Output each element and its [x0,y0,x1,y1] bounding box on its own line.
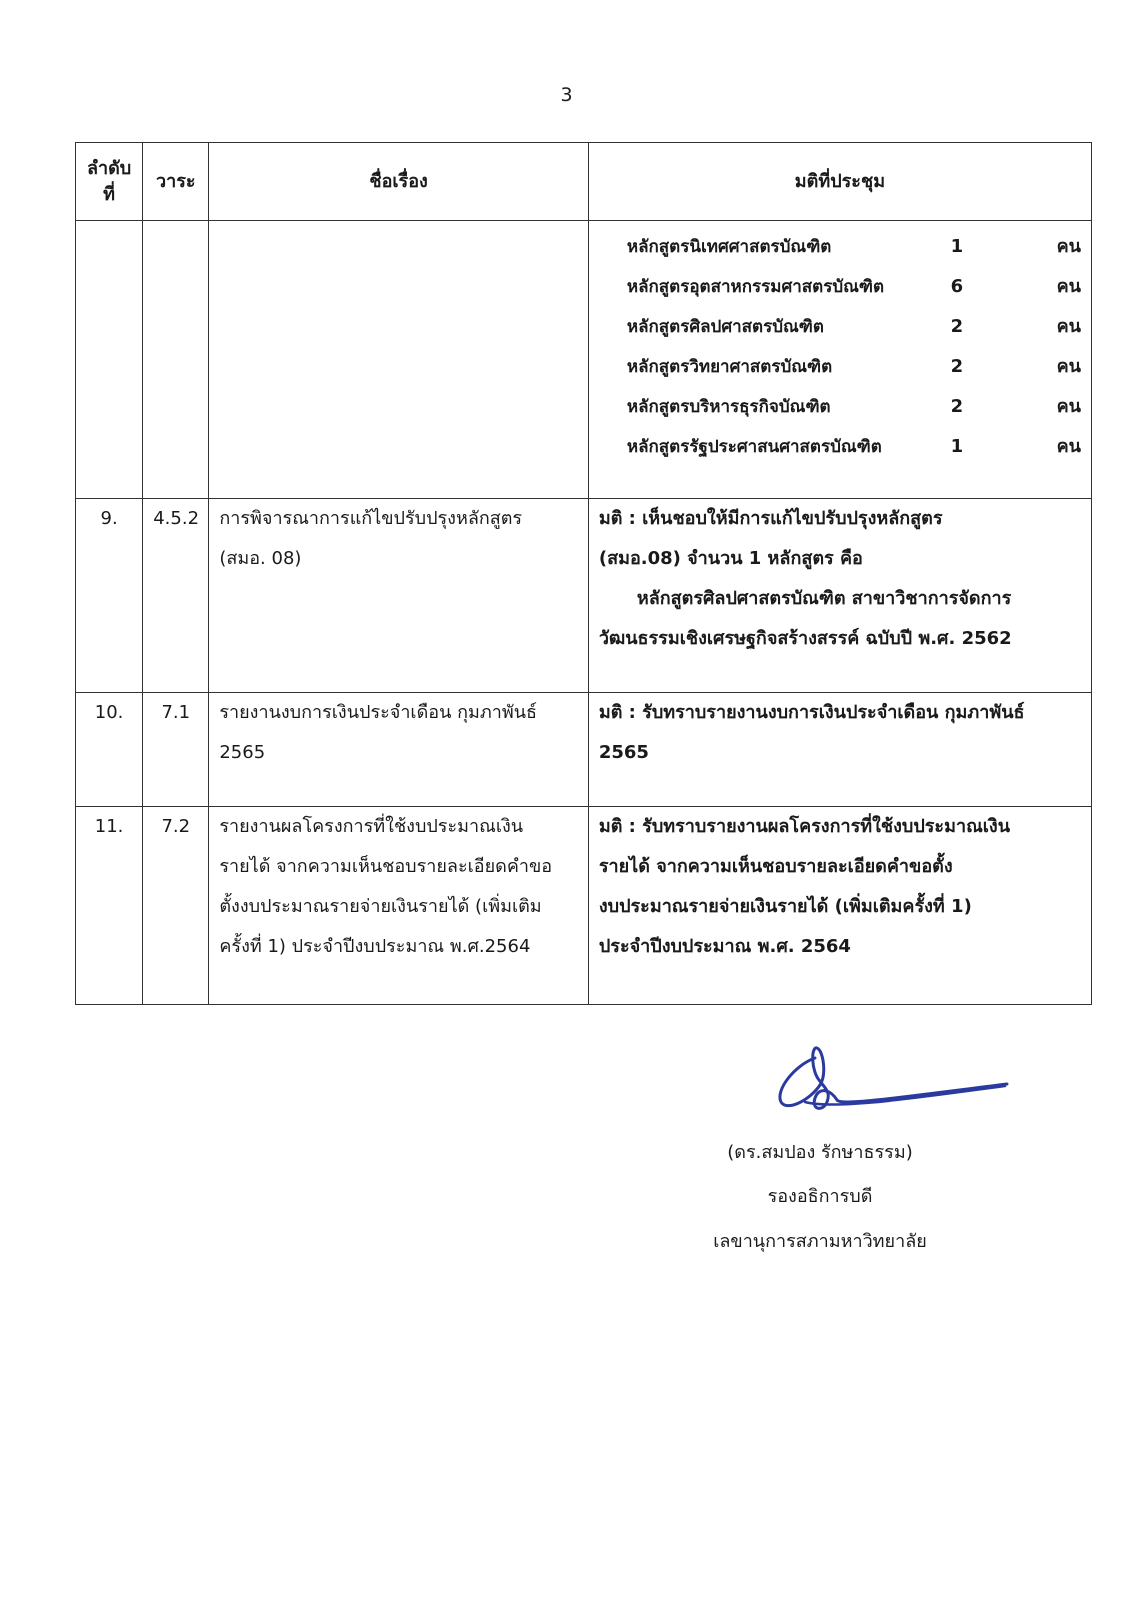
row-agenda: 4.5.2 [143,499,209,693]
title-line: รายงานงบการเงินประจำเดือน กุมภาพันธ์ [219,702,538,723]
program-count: 2 [950,316,964,337]
title-line: ตั้งงบประมาณรายจ่ายเงินรายได้ (เพิ่มเติม [219,896,542,917]
signature-image [775,1040,1015,1125]
program-count: 6 [950,276,964,297]
program-row [599,307,1081,347]
signer-name: (ดร.สมปอง รักษาธรรม) [727,1142,913,1163]
row-resolution [588,693,1091,807]
table-row [76,807,1092,1005]
table-header-row [76,143,1092,221]
signer-position: รองอธิการบดี [767,1186,873,1207]
program-row [599,387,1081,427]
table-row [76,499,1092,693]
title-line: การพิจารณาการแก้ไขปรับปรุงหลักสูตร [219,508,523,529]
resolution-line: วัฒนธรรมเชิงเศรษฐกิจสร้างสรรค์ ฉบับปี พ.ศ. 2562 [598,628,1012,649]
program-unit: คน [1056,316,1081,337]
program-name: หลักสูตรอุตสาหกรรมศาสตรบัณฑิต [626,277,885,297]
cell-agenda [143,221,209,499]
program-name: หลักสูตรศิลปศาสตรบัณฑิต [626,317,824,337]
cell-title [209,221,589,499]
resolution-line: (สมอ.08) จำนวน 1 หลักสูตร คือ [598,548,863,569]
program-unit: คน [1056,236,1081,257]
row-resolution [588,807,1091,1005]
program-row [599,427,1081,467]
title-line: รายได้ จากความเห็นชอบรายละเอียดคำขอ [219,856,553,877]
row-title [209,499,589,693]
resolution-line: หลักสูตรศิลปศาสตรบัณฑิต สาขาวิชาการจัดการ [636,588,1012,609]
program-unit: คน [1056,396,1081,417]
row-agenda: 7.2 [143,807,209,1005]
title-line: ครั้งที่ 1) ประจำปีงบประมาณ พ.ศ.2564 [219,936,531,957]
program-count: 1 [950,436,964,457]
program-count: 2 [950,356,964,377]
program-row [599,347,1081,387]
title-line: 2565 [219,742,266,763]
title-line: รายงานผลโครงการที่ใช้งบประมาณเงิน [219,816,524,837]
row-title [209,693,589,807]
program-name: หลักสูตรบริหารธุรกิจบัณฑิต [626,397,831,417]
program-unit: คน [1056,276,1081,297]
program-count: 2 [950,396,964,417]
resolution-line: รายได้ จากความเห็นชอบรายละเอียดคำขอตั้ง [598,856,953,877]
resolutions-table [75,142,1092,1005]
header-agenda: วาระ [143,143,209,221]
program-row [599,267,1081,307]
row-resolution [588,499,1091,693]
header-no: ลำดับ ที่ [76,143,143,221]
program-count: 1 [950,236,964,257]
program-name: หลักสูตรวิทยาศาสตรบัณฑิต [626,357,833,377]
cell-program-list [588,221,1091,499]
resolution-line: มติ : เห็นชอบให้มีการแก้ไขปรับปรุงหลักสูตร [598,508,943,529]
table-row-programs [76,221,1092,499]
program-name: หลักสูตรรัฐประศาสนศาสตรบัณฑิต [626,437,882,457]
resolution-line: ประจำปีงบประมาณ พ.ศ. 2564 [598,936,851,957]
row-agenda: 7.1 [143,693,209,807]
program-unit: คน [1056,356,1081,377]
header-title: ชื่อเรื่อง [209,143,589,221]
row-no: 9. [76,499,143,693]
row-title [209,807,589,1005]
resolution-line: งบประมาณรายจ่ายเงินรายได้ (เพิ่มเติมครั้งที่ 1) [598,896,972,917]
resolution-line: 2565 [598,742,649,763]
program-unit: คน [1056,436,1081,457]
row-no: 11. [76,807,143,1005]
header-resolution: มติที่ประชุม [588,143,1091,221]
row-no: 10. [76,693,143,807]
signer-role: เลขานุการสภามหาวิทยาลัย [713,1231,927,1252]
resolution-line: มติ : รับทราบรายงานผลโครงการที่ใช้งบประมาณเงิน [598,816,1011,837]
resolution-line: มติ : รับทราบรายงานงบการเงินประจำเดือน กุมภาพันธ์ [598,702,1025,723]
title-line: (สมอ. 08) [219,548,302,569]
table-row [76,693,1092,807]
program-name: หลักสูตรนิเทศศาสตรบัณฑิต [626,237,832,257]
page-number: 3 [560,84,573,106]
cell-no [76,221,143,499]
program-row [599,227,1081,267]
